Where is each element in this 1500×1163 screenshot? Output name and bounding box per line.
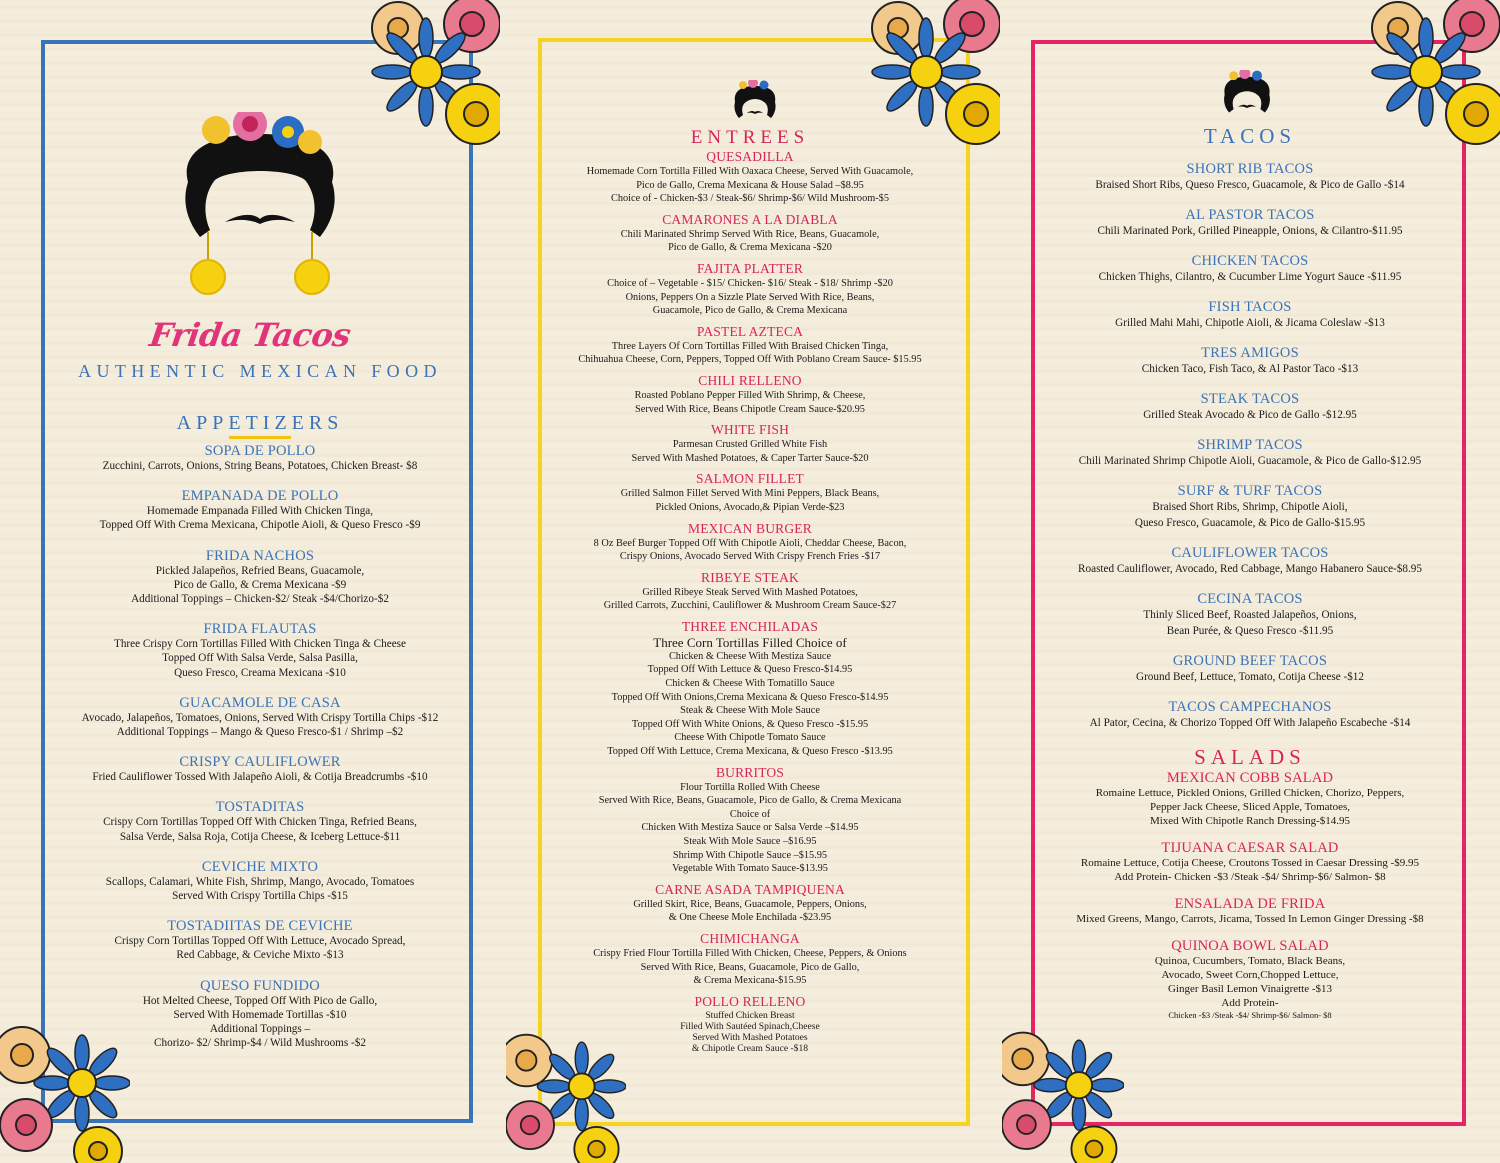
menu-item-subtitle: Three Corn Tortillas Filled Choice of xyxy=(653,634,847,650)
menu-item xyxy=(1040,770,1460,828)
menu-item-name: MEXICAN COBB SALAD xyxy=(1166,770,1334,786)
menu-item-description: Chicken Taco, Fish Taco, & Al Pastor Taco -$13 xyxy=(1141,363,1359,375)
menu-item xyxy=(545,570,955,613)
menu-item-description: Crispy Onions, Avocado Served With Crispy French Fries -$17 xyxy=(619,551,881,563)
menu-item-description: Al Pator, Cecina, & Chorizo Topped Off With Jalapeño Escabeche -$14 xyxy=(1089,717,1411,729)
menu-item-description: Chili Marinated Shrimp Chipotle Aioli, Guacamole, & Pico de Gallo-$12.95 xyxy=(1078,455,1422,467)
menu-item-name: MEXICAN BURGER xyxy=(688,520,812,536)
menu-item-description: Homemade Empanada Filled With Chicken Tinga, xyxy=(146,505,374,518)
menu-item-description: Steak With Mole Sauce –$16.95 xyxy=(683,836,817,847)
menu-item-description: Grilled Salmon Fillet Served With Mini Peppers, Black Beans, xyxy=(620,488,880,500)
menu-item-name: EMPANADA DE POLLO xyxy=(181,488,339,505)
menu-item-description: Bean Purée, & Queso Fresco -$11.95 xyxy=(1166,625,1334,637)
flower-cluster-decoration xyxy=(0,1025,130,1163)
menu-item-description: Topped Off With Salsa Verde, Salsa Pasilla, xyxy=(162,652,358,665)
menu-item-description: Onions, Peppers On a Sizzle Plate Served With Rice, Beans, xyxy=(625,291,875,303)
menu-item-description: Romaine Lettuce, Pickled Onions, Grilled Chicken, Chorizo, Peppers, xyxy=(1095,787,1405,799)
menu-item-name: CARNE ASADA TAMPIQUENA xyxy=(655,881,845,897)
flower-cluster-decoration xyxy=(868,0,1000,150)
menu-item-description: Chicken With Mestiza Sauce or Salsa Verde –$14.95 xyxy=(641,822,859,834)
menu-item-description: Topped Off With White Onions, & Queso Fresco -$15.95 xyxy=(631,718,869,730)
menu-item-description: Cheese With Chipotle Tomato Sauce xyxy=(674,732,826,744)
menu-item-name: POLLO RELLENO xyxy=(694,993,806,1009)
menu-item-description: Additional Toppings – xyxy=(209,1023,311,1036)
appetizers-section xyxy=(50,412,470,1065)
menu-item xyxy=(50,488,470,532)
menu-item-name: RIBEYE STEAK xyxy=(700,569,800,585)
menu-item-description: 8 Oz Beef Burger Topped Off With Chipotle Aioli, Cheddar Cheese, Bacon, xyxy=(593,537,907,549)
menu-item-description: Additional Toppings – Chicken-$2/ Steak -$4/Chorizo-$2 xyxy=(131,593,389,606)
menu-item-description: Three Crispy Corn Tortillas Filled With Chicken Tinga & Cheese xyxy=(113,638,406,651)
menu-item-description: Pico de Gallo, & Crema Mexicana -$20 xyxy=(668,242,832,254)
menu-item-description: Avocado, Jalapeños, Tomatoes, Onions, Served With Crispy Tortilla Chips -$12 xyxy=(81,711,439,724)
menu-item-description: Fried Cauliflower Tossed With Jalapeño Aioli, & Cotija Breadcrumbs -$10 xyxy=(92,771,428,784)
menu-item xyxy=(1040,896,1460,926)
frida-mini-logo xyxy=(1218,70,1276,126)
menu-item-name: SHORT RIB TACOS xyxy=(1186,161,1314,177)
menu-item-description: Served With Mashed Potatoes xyxy=(692,1031,808,1043)
menu-item xyxy=(1040,437,1460,469)
menu-item-description: Shrimp With Chipotle Sauce –$15.95 xyxy=(672,849,828,861)
menu-item-description: Crispy Corn Tortillas Topped Off With Chicken Tinga, Refried Beans, xyxy=(103,816,417,829)
menu-item-name: TOSTADITAS xyxy=(215,799,305,816)
menu-item-description: Grilled Steak Avocado & Pico de Gallo -$12.95 xyxy=(1143,409,1357,421)
menu-item-name: TRES AMIGOS xyxy=(1201,345,1299,361)
flower-cluster-decoration xyxy=(1002,1028,1124,1163)
entrees-panel xyxy=(500,0,1000,1163)
menu-item-description: Flour Tortilla Rolled With Cheese xyxy=(680,781,820,793)
menu-item-name: QUESO FUNDIDO xyxy=(200,977,320,994)
menu-item-name: CECINA TACOS xyxy=(1197,591,1303,607)
menu-item-description: Choice of – Vegetable - $15/ Chicken- $16/ Steak - $18/ Shrimp -$20 xyxy=(607,277,893,289)
menu-item-description: Braised Short Ribs, Queso Fresco, Guacamole, & Pico de Gallo -$14 xyxy=(1095,179,1405,191)
menu-item xyxy=(1040,938,1460,1021)
tacos-heading: TACOS xyxy=(1203,124,1297,148)
menu-item-name: PASTEL AZTECA xyxy=(696,323,804,339)
entrees-section xyxy=(545,127,955,1060)
menu-item-name: SURF & TURF TACOS xyxy=(1177,483,1323,499)
menu-item-description: Chili Marinated Pork, Grilled Pineapple, Onions, & Cilantro-$11.95 xyxy=(1097,225,1403,237)
menu-item xyxy=(545,765,955,876)
menu-item xyxy=(50,859,470,903)
menu-item-description: Parmesan Crusted Grilled White Fish xyxy=(672,439,828,451)
menu-item-description: Mixed With Chipotle Ranch Dressing-$14.95 xyxy=(1149,815,1351,827)
menu-item-description: Topped Off With Onions,Crema Mexicana & Queso Fresco-$14.95 xyxy=(611,691,889,703)
menu-item xyxy=(1040,345,1460,377)
menu-item-description: Zucchini, Carrots, Onions, String Beans, Potatoes, Chicken Breast- $8 xyxy=(102,460,418,472)
menu-item-name: QUINOA BOWL SALAD xyxy=(1171,938,1329,954)
brand-tagline: AUTHENTIC MEXICAN FOOD xyxy=(78,361,442,381)
menu-item-name: THREE ENCHILADAS xyxy=(681,618,819,634)
menu-item-name: WHITE FISH xyxy=(710,422,790,438)
menu-item-description: Chorizo- $2/ Shrimp-$4 / Wild Mushrooms -$2 xyxy=(154,1037,366,1050)
menu-item-description: Served With Rice, Beans, Guacamole, Pico de Gallo, xyxy=(640,961,860,973)
menu-item xyxy=(1040,253,1460,285)
menu-item-description: Grilled Carrots, Zucchini, Cauliflower & Mushroom Cream Sauce-$27 xyxy=(603,600,897,612)
menu-item-description: Scallops, Calamari, White Fish, Shrimp, Mango, Avocado, Tomatoes xyxy=(105,875,415,888)
menu-item-name: STEAK TACOS xyxy=(1200,391,1300,407)
menu-item-name: QUESADILLA xyxy=(706,149,794,164)
menu-item xyxy=(1040,545,1460,577)
menu-item xyxy=(1040,699,1460,731)
menu-item xyxy=(545,261,955,318)
menu-item-description: Pico de Gallo, Crema Mexicana & House Salad –$8.95 xyxy=(636,179,864,191)
menu-item-description: Choice of xyxy=(729,808,771,820)
menu-item-description: Choice of - Chicken-$3 / Steak-$6/ Shrimp-$6/ Wild Mushroom-$5 xyxy=(611,193,889,205)
menu-item-description: Queso Fresco, Creama Mexicana -$10 xyxy=(174,666,346,679)
menu-item-name: SOPA DE POLLO xyxy=(204,443,316,459)
menu-item-note: Chicken -$3 /Steak -$4/ Shrimp-$6/ Salmon- $8 xyxy=(1168,1010,1332,1020)
menu-item-description: Salsa Verde, Salsa Roja, Cotija Cheese, & Iceberg Lettuce-$11 xyxy=(119,830,401,843)
menu-item-description: Crispy Fried Flour Tortilla Filled With Chicken, Cheese, Peppers, & Onions xyxy=(593,947,907,959)
menu-item-description: Topped Off With Crema Mexicana, Chipotle Aioli, & Queso Fresco -$9 xyxy=(99,519,421,532)
menu-item-description: Ginger Basil Lemon Vinaigrette -$13 xyxy=(1167,983,1333,995)
menu-item-name: TACOS CAMPECHANOS xyxy=(1168,699,1332,715)
menu-item xyxy=(50,621,470,680)
appetizers-heading: APPETIZERS xyxy=(176,412,344,434)
menu-item-description: Chicken & Cheese With Mestiza Sauce xyxy=(668,650,832,662)
menu-item xyxy=(1040,840,1460,884)
menu-item-description: Served With Crispy Tortilla Chips -$15 xyxy=(172,890,348,903)
menu-item xyxy=(1040,207,1460,239)
menu-item-description: Pico de Gallo, & Crema Mexicana -$9 xyxy=(173,578,347,591)
menu-item-description: Add Protein- xyxy=(1221,997,1279,1009)
menu-item-name: FISH TACOS xyxy=(1208,299,1292,315)
tacos-panel xyxy=(1000,0,1500,1163)
menu-item-description: Filled With Sautéed Spinach,Cheese xyxy=(680,1020,820,1032)
menu-item xyxy=(50,754,470,784)
menu-item-description: Queso Fresco, Guacamole, & Pico de Gallo-$15.95 xyxy=(1134,517,1366,529)
menu-item-name: TOSTADIITAS DE CEVICHE xyxy=(167,918,353,935)
menu-item-name: CHIMICHANGA xyxy=(700,930,800,946)
menu-item-name: CEVICHE MIXTO xyxy=(201,858,319,875)
menu-item xyxy=(545,619,955,759)
menu-item-description: Homemade Corn Tortilla Filled With Oaxaca Cheese, Served With Guacamole, xyxy=(586,166,914,177)
menu-item xyxy=(1040,391,1460,423)
menu-item-description: Vegetable With Tomato Sauce-$13.95 xyxy=(672,863,828,875)
menu-item-name: ENSALADA DE FRIDA xyxy=(1174,896,1326,912)
menu-item-description: Chicken & Cheese With Tomatillo Sauce xyxy=(665,678,835,690)
menu-item-description: Quinoa, Cucumbers, Tomato, Black Beans, xyxy=(1154,955,1346,967)
flower-cluster-decoration xyxy=(368,0,500,150)
brand-logo-text: Frida Tacos xyxy=(147,316,353,354)
menu-item-description: Served With Rice, Beans, Guacamole, Pico de Gallo, & Crema Mexicana xyxy=(598,795,902,807)
menu-item-name: CAULIFLOWER TACOS xyxy=(1171,545,1329,561)
menu-item-description: Add Protein- Chicken -$3 /Steak -$4/ Shrimp-$6/ Salmon- $8 xyxy=(1114,871,1386,883)
menu-item-description: Three Layers Of Corn Tortillas Filled With Braised Chicken Tinga, xyxy=(611,340,889,352)
menu-item xyxy=(545,324,955,367)
menu-item-description: Topped Off With Lettuce, Crema Mexicana, & Queso Fresco -$13.95 xyxy=(607,746,893,758)
menu-item xyxy=(50,695,470,739)
menu-item xyxy=(545,373,955,416)
menu-item-description: Pepper Jack Cheese, Sliced Apple, Tomatoes, xyxy=(1149,801,1351,813)
menu-item-description: & Chipotle Cream Sauce -$18 xyxy=(691,1042,809,1054)
menu-item xyxy=(1040,591,1460,639)
menu-item-description: Chihuahua Cheese, Corn, Peppers, Topped Off With Poblano Cream Sauce- $15.95 xyxy=(578,354,922,366)
menu-item-name: CHICKEN TACOS xyxy=(1191,253,1309,269)
menu-item-name: BURRITOS xyxy=(715,764,785,780)
menu-item-description: Stuffed Chicken Breast xyxy=(705,1009,795,1021)
menu-item-name: CAMARONES A LA DIABLA xyxy=(662,211,838,227)
menu-item xyxy=(1040,653,1460,685)
menu-item xyxy=(545,521,955,564)
flower-cluster-decoration xyxy=(1368,0,1500,150)
menu-item-description: Roasted Poblano Pepper Filled With Shrimp, & Cheese, xyxy=(634,389,866,401)
menu-item-description: Roasted Cauliflower, Avocado, Red Cabbage, Mango Habanero Sauce-$8.95 xyxy=(1078,563,1422,575)
menu-item xyxy=(545,931,955,988)
menu-item-description: Additional Toppings – Mango & Queso Fresco-$1 / Shrimp –$2 xyxy=(116,726,404,739)
menu-item xyxy=(545,212,955,255)
frida-mini-logo xyxy=(729,80,781,130)
menu-item xyxy=(1040,483,1460,531)
menu-item-description: Romaine Lettuce, Cotija Cheese, Croutons Tossed in Caesar Dressing -$9.95 xyxy=(1080,857,1420,869)
menu-item-description: Thinly Sliced Beef, Roasted Jalapeños, Onions, xyxy=(1143,609,1357,621)
menu-item-description: Crispy Corn Tortillas Topped Off With Lettuce, Avocado Spread, xyxy=(114,935,406,948)
salads-heading: SALADS xyxy=(1194,745,1306,769)
menu-item xyxy=(545,422,955,465)
menu-item xyxy=(545,149,955,206)
menu-item-description: Grilled Skirt, Rice, Beans, Guacamole, Peppers, Onions, xyxy=(633,898,867,910)
flower-cluster-decoration xyxy=(506,1030,626,1163)
menu-item-name: CRISPY CAULIFLOWER xyxy=(179,754,341,771)
menu-item xyxy=(50,799,470,843)
heading-underline xyxy=(229,436,291,439)
menu-item-description: Steak & Cheese With Mole Sauce xyxy=(680,705,820,717)
menu-item xyxy=(1040,299,1460,331)
menu-item xyxy=(545,882,955,925)
menu-item-name: FRIDA FLAUTAS xyxy=(203,621,317,638)
menu-item-description: & Crema Mexicana-$15.95 xyxy=(693,975,807,987)
menu-item-name: TIJUANA CAESAR SALAD xyxy=(1161,840,1339,856)
menu-item xyxy=(50,918,470,962)
menu-item-description: Pickled Onions, Avocado,& Pipian Verde-$23 xyxy=(655,501,845,513)
menu-item xyxy=(545,471,955,514)
frida-portrait-logo xyxy=(170,112,350,317)
menu-item-description: Chili Marinated Shrimp Served With Rice, Beans, Guacamole, xyxy=(620,228,880,240)
menu-item xyxy=(1040,161,1460,193)
menu-item-name: CHILI RELLENO xyxy=(698,372,802,388)
menu-item-name: AL PASTOR TACOS xyxy=(1185,207,1315,223)
menu-item-name: SHRIMP TACOS xyxy=(1197,437,1303,453)
menu-item xyxy=(50,548,470,607)
menu-item-description: Red Cabbage, & Ceviche Mixto -$13 xyxy=(176,949,344,962)
menu-item-description: Hot Melted Cheese, Topped Off With Pico de Gallo, xyxy=(142,994,378,1007)
menu-item-description: Served With Rice, Beans Chipotle Cream Sauce-$20.95 xyxy=(635,403,865,415)
menu-item-description: Grilled Ribeye Steak Served With Mashed Potatoes, xyxy=(642,586,858,598)
appetizers-panel xyxy=(0,0,500,1163)
menu-item-description: Topped Off With Lettuce & Queso Fresco-$14.95 xyxy=(647,664,853,676)
menu-item-description: Mixed Greens, Mango, Carrots, Jicama, Tossed In Lemon Ginger Dressing -$8 xyxy=(1076,913,1424,925)
tacos-section xyxy=(1040,124,1460,1033)
menu-item xyxy=(50,443,470,473)
menu-item-description: Pickled Jalapeños, Refried Beans, Guacamole, xyxy=(155,564,365,577)
entrees-heading: ENTREES xyxy=(690,127,810,148)
menu-item-name: FRIDA NACHOS xyxy=(205,547,315,564)
menu-item-description: Braised Short Ribs, Shrimp, Chipotle Aioli, xyxy=(1152,501,1348,513)
menu-item-name: FAJITA PLATTER xyxy=(696,260,804,276)
menu-item-description: Grilled Mahi Mahi, Chipotle Aioli, & Jicama Coleslaw -$13 xyxy=(1115,317,1385,329)
menu-item-description: & One Cheese Mole Enchilada -$23.95 xyxy=(668,912,832,924)
menu-item-description: Chicken Thighs, Cilantro, & Cucumber Lime Yogurt Sauce -$11.95 xyxy=(1098,271,1402,283)
menu-item-description: Guacamole, Pico de Gallo, & Crema Mexicana xyxy=(652,305,848,317)
menu-item-description: Served With Homemade Tortillas -$10 xyxy=(173,1008,347,1021)
menu-item-description: Ground Beef, Lettuce, Tomato, Cotija Cheese -$12 xyxy=(1136,671,1364,683)
menu-item-description: Avocado, Sweet Corn,Chopped Lettuce, xyxy=(1161,969,1339,981)
menu-item-name: SALMON FILLET xyxy=(696,471,804,487)
menu-item-name: GUACAMOLE DE CASA xyxy=(179,694,341,711)
menu-item-name: GROUND BEEF TACOS xyxy=(1172,653,1328,669)
menu-item-description: Served With Mashed Potatoes, & Caper Tarter Sauce-$20 xyxy=(631,452,869,464)
